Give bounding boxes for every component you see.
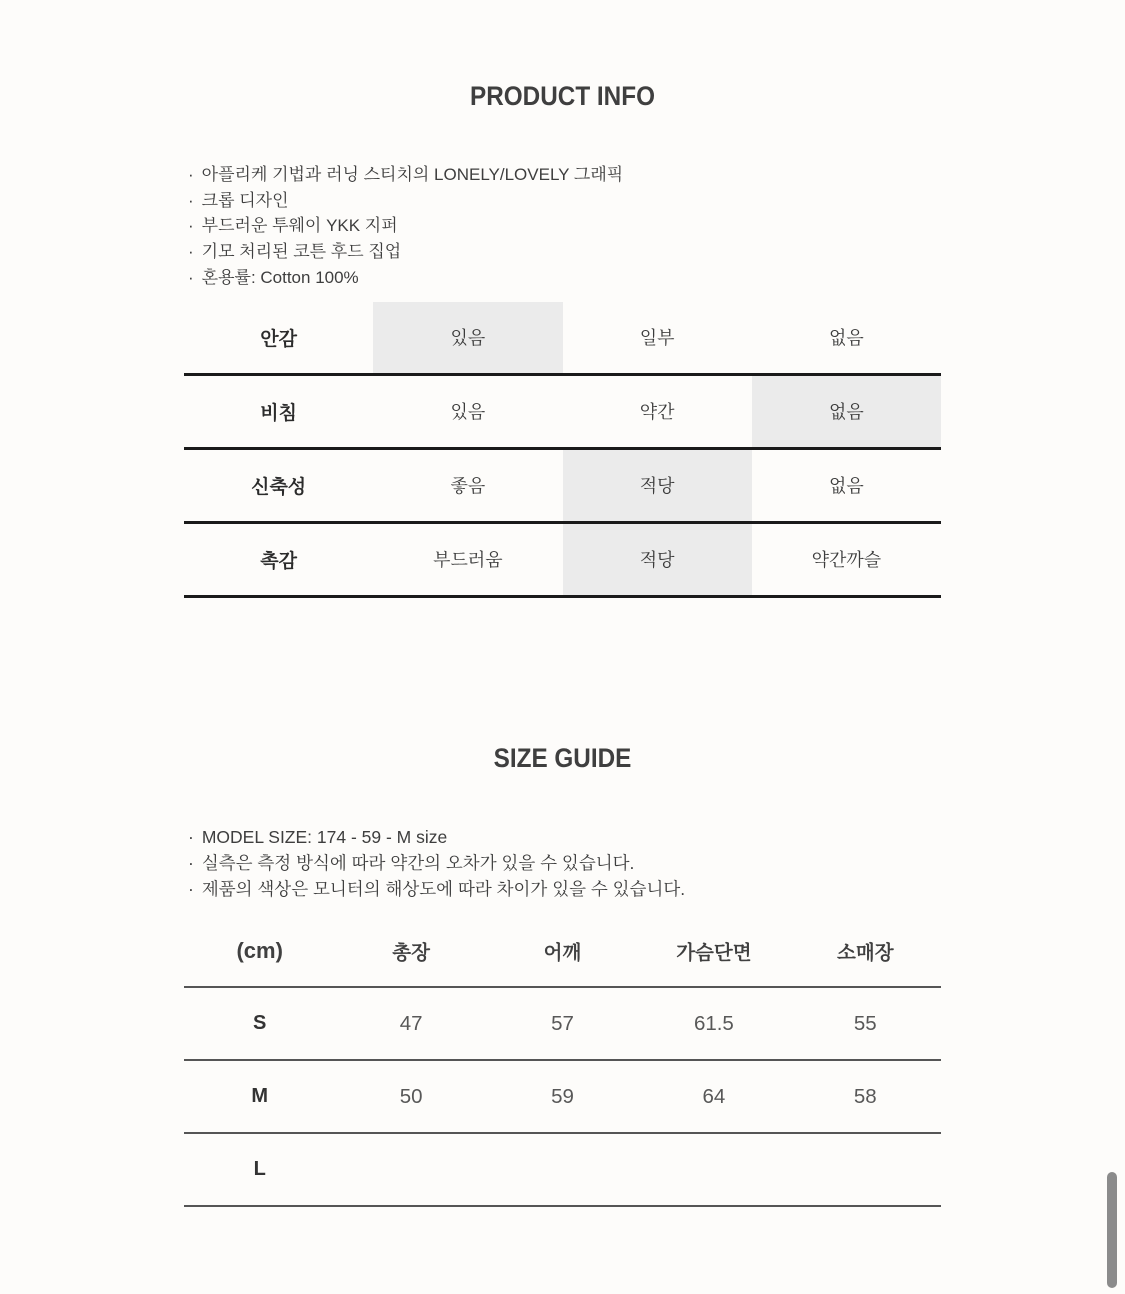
size-guide-table bbox=[184, 915, 941, 1207]
size-table-column-header: 어깨 bbox=[543, 941, 582, 964]
size-value bbox=[487, 1134, 638, 1205]
size-row-label: S bbox=[253, 1012, 267, 1035]
size-value: 61.5 bbox=[693, 1011, 734, 1035]
size-value: 47 bbox=[399, 1011, 423, 1035]
size-table-header-row bbox=[184, 915, 941, 988]
size-guide-bullet-list bbox=[184, 824, 941, 903]
size-table-column-header: 가슴단면 bbox=[676, 941, 752, 964]
attr-option: 일부 bbox=[639, 328, 675, 349]
attr-option: 적당 bbox=[563, 450, 752, 521]
size-value: 58 bbox=[853, 1084, 877, 1108]
product-info-bullet: · 부드러운 투웨이 YKK 지퍼 bbox=[188, 213, 941, 239]
size-value bbox=[790, 1134, 941, 1205]
product-info-title: PRODUCT INFO bbox=[470, 81, 655, 111]
attr-option: 부드러움 bbox=[433, 550, 503, 571]
size-table-row-m bbox=[184, 1061, 941, 1134]
size-guide-bullet: · 실측은 측정 방식에 따라 약간의 오차가 있을 수 있습니다. bbox=[188, 850, 941, 876]
attr-row-sheerness bbox=[184, 376, 941, 450]
attr-row-label: 안감 bbox=[260, 328, 297, 350]
attr-option: 있음 bbox=[373, 302, 562, 373]
size-table-row-s bbox=[184, 988, 941, 1061]
product-info-bullet: · 기모 처리된 코튼 후드 집업 bbox=[188, 239, 941, 265]
size-table-column-header: 총장 bbox=[392, 941, 430, 964]
attr-option: 적당 bbox=[563, 524, 752, 595]
attr-row-label: 신축성 bbox=[251, 476, 307, 498]
product-info-bullet: · 크롭 디자인 bbox=[188, 188, 941, 214]
size-guide-title: SIZE GUIDE bbox=[493, 742, 632, 773]
attr-option: 약간까슬 bbox=[811, 550, 882, 571]
attr-option: 없음 bbox=[752, 376, 941, 447]
fabric-attributes-table bbox=[184, 302, 941, 598]
attr-row-elasticity bbox=[184, 450, 941, 524]
attr-option: 없음 bbox=[828, 476, 864, 497]
size-value bbox=[638, 1134, 789, 1205]
size-row-label: L bbox=[253, 1158, 266, 1181]
attr-row-label: 촉감 bbox=[260, 550, 297, 572]
size-guide-bullet: · 제품의 색상은 모니터의 해상도에 따라 차이가 있을 수 있습니다. bbox=[188, 876, 941, 902]
scrollbar-thumb[interactable] bbox=[1107, 1172, 1117, 1288]
size-value: 59 bbox=[551, 1084, 574, 1108]
size-table-row-l bbox=[184, 1134, 941, 1207]
attr-row-label: 비침 bbox=[260, 402, 297, 424]
product-info-bullet: · 혼용률: Cotton 100% bbox=[188, 265, 941, 291]
size-guide-bullet: · MODEL SIZE: 174 - 59 - M size bbox=[188, 824, 941, 850]
product-info-bullet-list bbox=[184, 162, 941, 291]
size-value: 57 bbox=[551, 1011, 574, 1035]
product-info-bullet: · 아플리케 기법과 러닝 스티치의 LONELY/LOVELY 그래픽 bbox=[188, 162, 941, 188]
attr-option: 없음 bbox=[828, 328, 864, 349]
attr-row-lining bbox=[184, 302, 941, 376]
attr-option: 약간 bbox=[639, 402, 675, 423]
size-value: 50 bbox=[399, 1084, 423, 1108]
size-value: 64 bbox=[702, 1084, 726, 1108]
size-value bbox=[335, 1134, 486, 1205]
attr-option: 좋음 bbox=[450, 476, 486, 497]
size-row-label: M bbox=[251, 1085, 269, 1108]
size-value: 55 bbox=[853, 1011, 877, 1035]
product-detail-content bbox=[184, 0, 941, 1207]
attr-row-texture bbox=[184, 524, 941, 598]
size-table-column-header: 소매장 bbox=[837, 941, 894, 964]
size-table-unit-header: (cm) bbox=[236, 937, 283, 963]
attr-option: 있음 bbox=[450, 402, 486, 423]
